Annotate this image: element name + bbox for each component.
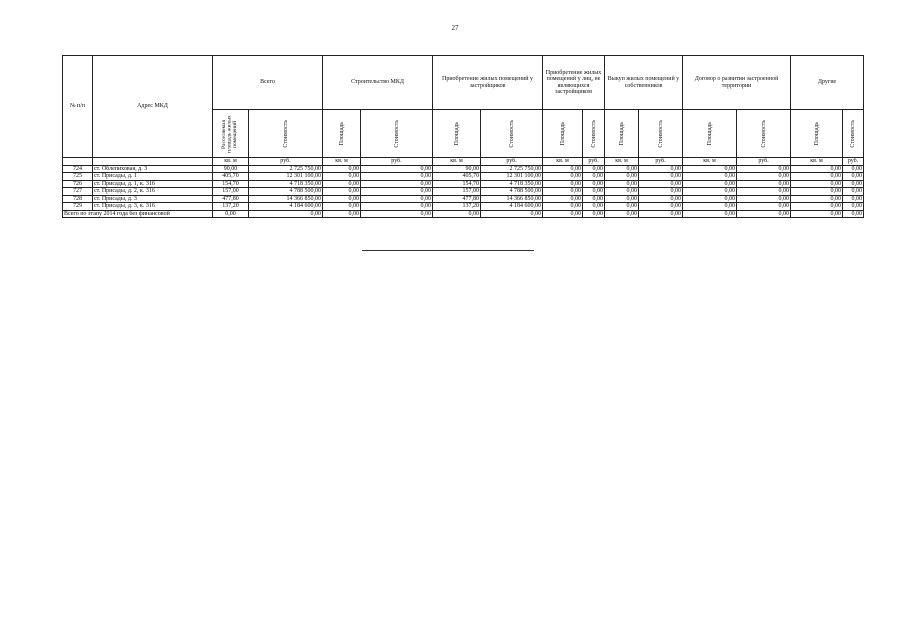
row-value: 0,00 [683, 188, 737, 196]
subheader-cost: Стоимость [657, 119, 664, 148]
row-value: 0,00 [323, 173, 361, 181]
header-group-other: Другие [791, 56, 864, 110]
row-value: 477,80 [433, 195, 481, 203]
row-value: 0,00 [843, 165, 864, 173]
row-value: 0,00 [583, 165, 605, 173]
row-value: 0,00 [737, 173, 791, 181]
row-value: 0,00 [737, 180, 791, 188]
row-value: 2 725 750,00 [249, 165, 323, 173]
row-value: 0,00 [543, 165, 583, 173]
table-row [63, 180, 864, 188]
row-value: 0,00 [361, 180, 433, 188]
subheader-area: Площадь [453, 121, 460, 146]
table-row [63, 203, 864, 211]
row-value: 4 184 600,00 [249, 203, 323, 211]
row-value: 0,00 [605, 203, 639, 211]
header-group-construction: Строительство МКД [323, 56, 433, 110]
row-value: 90,00 [213, 165, 249, 173]
row-value: 0,00 [639, 180, 683, 188]
subheader-cost: Стоимость [760, 119, 767, 148]
header-group-buyout: Выкуп жилых помещений у собственников [605, 56, 683, 110]
row-value: 0,00 [639, 195, 683, 203]
row-value: 137,20 [433, 203, 481, 211]
divider-line [362, 250, 534, 251]
row-value: 12 301 100,00 [249, 173, 323, 181]
row-value: 0,00 [543, 203, 583, 211]
row-value: 90,00 [433, 165, 481, 173]
row-value: 0,00 [791, 173, 843, 181]
row-value: 0,00 [639, 165, 683, 173]
row-value: 0,00 [737, 203, 791, 211]
table-row [63, 165, 864, 173]
row-value: 0,00 [791, 188, 843, 196]
row-value: 0,00 [361, 203, 433, 211]
row-value: 0,00 [543, 195, 583, 203]
row-value: 0,00 [543, 180, 583, 188]
table-row [63, 195, 864, 203]
row-value: 0,00 [323, 180, 361, 188]
row-value: 0,00 [323, 203, 361, 211]
row-number: 728 [63, 195, 93, 203]
row-value: 477,80 [213, 195, 249, 203]
row-value: 2 725 750,00 [481, 165, 543, 173]
row-value: 0,00 [605, 173, 639, 181]
row-value: 14 366 850,00 [481, 195, 543, 203]
row-value: 0,00 [683, 180, 737, 188]
row-number: 729 [63, 203, 93, 211]
row-value: 12 301 100,00 [481, 173, 543, 181]
row-value: 0,00 [639, 173, 683, 181]
resettlement-table [62, 55, 864, 218]
subheader-area: Площадь [559, 121, 566, 146]
subheader-cost: Стоимость [282, 119, 289, 148]
row-value: 405,70 [433, 173, 481, 181]
units-row: кв. м руб. кв. м руб. кв. м руб. кв. м руб. кв. м руб. кв. м руб. кв. м руб. [63, 158, 864, 166]
row-value: 14 366 850,00 [249, 195, 323, 203]
row-value: 157,00 [213, 188, 249, 196]
subheader-cost: Стоимость [393, 119, 400, 148]
row-number: 725 [63, 173, 93, 181]
table-row [63, 173, 864, 181]
row-number: 724 [63, 165, 93, 173]
row-value: 0,00 [791, 165, 843, 173]
header-group-purchase-non-developers: Приобретение жилых помещений у лиц, не являющихся застройщиком [543, 56, 605, 110]
total-row: Всего по этапу 2014 года без финансовой 0,00 0,00 0,00 0,00 0,00 0,00 0,00 0,00 0,00 0,00 0,00 0,00 0,00 0,00 [64, 210, 863, 217]
row-value: 0,00 [605, 180, 639, 188]
row-value: 0,00 [605, 195, 639, 203]
subheader-cost: Стоимость [508, 119, 515, 148]
row-value: 0,00 [361, 173, 433, 181]
row-value: 0,00 [639, 203, 683, 211]
row-value: 154,70 [213, 180, 249, 188]
row-value: 0,00 [843, 203, 864, 211]
page-number: 27 [451, 24, 459, 32]
row-value: 154,70 [433, 180, 481, 188]
row-address: ст. Присады, д. 2, к. 316 [93, 188, 213, 196]
row-value: 0,00 [583, 173, 605, 181]
subheader-area: Площадь [706, 121, 713, 146]
header-group-territory: Договор о развитии застроенной территории [683, 56, 791, 110]
row-value: 0,00 [639, 188, 683, 196]
row-value: 0,00 [791, 195, 843, 203]
table-row [63, 188, 864, 196]
row-value: 0,00 [361, 188, 433, 196]
row-value: 0,00 [605, 188, 639, 196]
row-value: 0,00 [323, 188, 361, 196]
row-value: 0,00 [683, 165, 737, 173]
row-value: 4 788 500,00 [249, 188, 323, 196]
row-address: ст. Присады, д. 1, к. 316 [93, 180, 213, 188]
row-value: 0,00 [683, 173, 737, 181]
row-number: 726 [63, 180, 93, 188]
row-value: 0,00 [583, 180, 605, 188]
table-body [63, 165, 864, 210]
header-num: № п/п [63, 56, 93, 158]
header-group-purchase-developers: Приобретение жилых помещений у застройщиков [433, 56, 543, 110]
header-group-total: Всего [213, 56, 323, 110]
subheader-area: Площадь [813, 121, 820, 146]
row-value: 0,00 [791, 180, 843, 188]
row-value: 0,00 [737, 188, 791, 196]
row-value: 0,00 [843, 180, 864, 188]
subheader-cost: Стоимость [850, 119, 857, 148]
row-value: 0,00 [843, 195, 864, 203]
row-address: ст. Присады, д. 3 [93, 195, 213, 203]
row-value: 0,00 [843, 188, 864, 196]
row-address: ст. Облепиховая, д. 3 [93, 165, 213, 173]
row-value: 0,00 [683, 203, 737, 211]
header-address: Адрес МКД [93, 56, 213, 158]
row-address: ст. Присады, д. 3, к. 316 [93, 203, 213, 211]
row-value: 0,00 [583, 203, 605, 211]
row-value: 4 718 350,00 [481, 180, 543, 188]
subheader-resettled-area: Расселяемая площадь жилых помещений [221, 114, 239, 153]
subheader-area: Площадь [338, 121, 345, 146]
row-value: 0,00 [843, 173, 864, 181]
row-value: 0,00 [683, 195, 737, 203]
subheader-area: Площадь [618, 121, 625, 146]
total-label: Всего по этапу 2014 года без финансовой [63, 210, 213, 218]
row-value: 0,00 [323, 165, 361, 173]
row-value: 4 788 500,00 [481, 188, 543, 196]
row-value: 0,00 [583, 195, 605, 203]
row-value: 0,00 [737, 165, 791, 173]
row-value: 0,00 [323, 195, 361, 203]
row-value: 157,00 [433, 188, 481, 196]
row-value: 405,70 [213, 173, 249, 181]
row-number: 727 [63, 188, 93, 196]
row-value: 4 184 600,00 [481, 203, 543, 211]
row-value: 0,00 [361, 195, 433, 203]
row-value: 0,00 [543, 188, 583, 196]
row-value: 4 718 350,00 [249, 180, 323, 188]
row-address: ст. Присады, д. 1 [93, 173, 213, 181]
row-value: 0,00 [605, 165, 639, 173]
row-value: 0,00 [543, 173, 583, 181]
subheader-cost: Стоимость [590, 119, 597, 148]
row-value: 0,00 [361, 165, 433, 173]
row-value: 0,00 [737, 195, 791, 203]
row-value: 137,20 [213, 203, 249, 211]
row-value: 0,00 [791, 203, 843, 211]
row-value: 0,00 [583, 188, 605, 196]
